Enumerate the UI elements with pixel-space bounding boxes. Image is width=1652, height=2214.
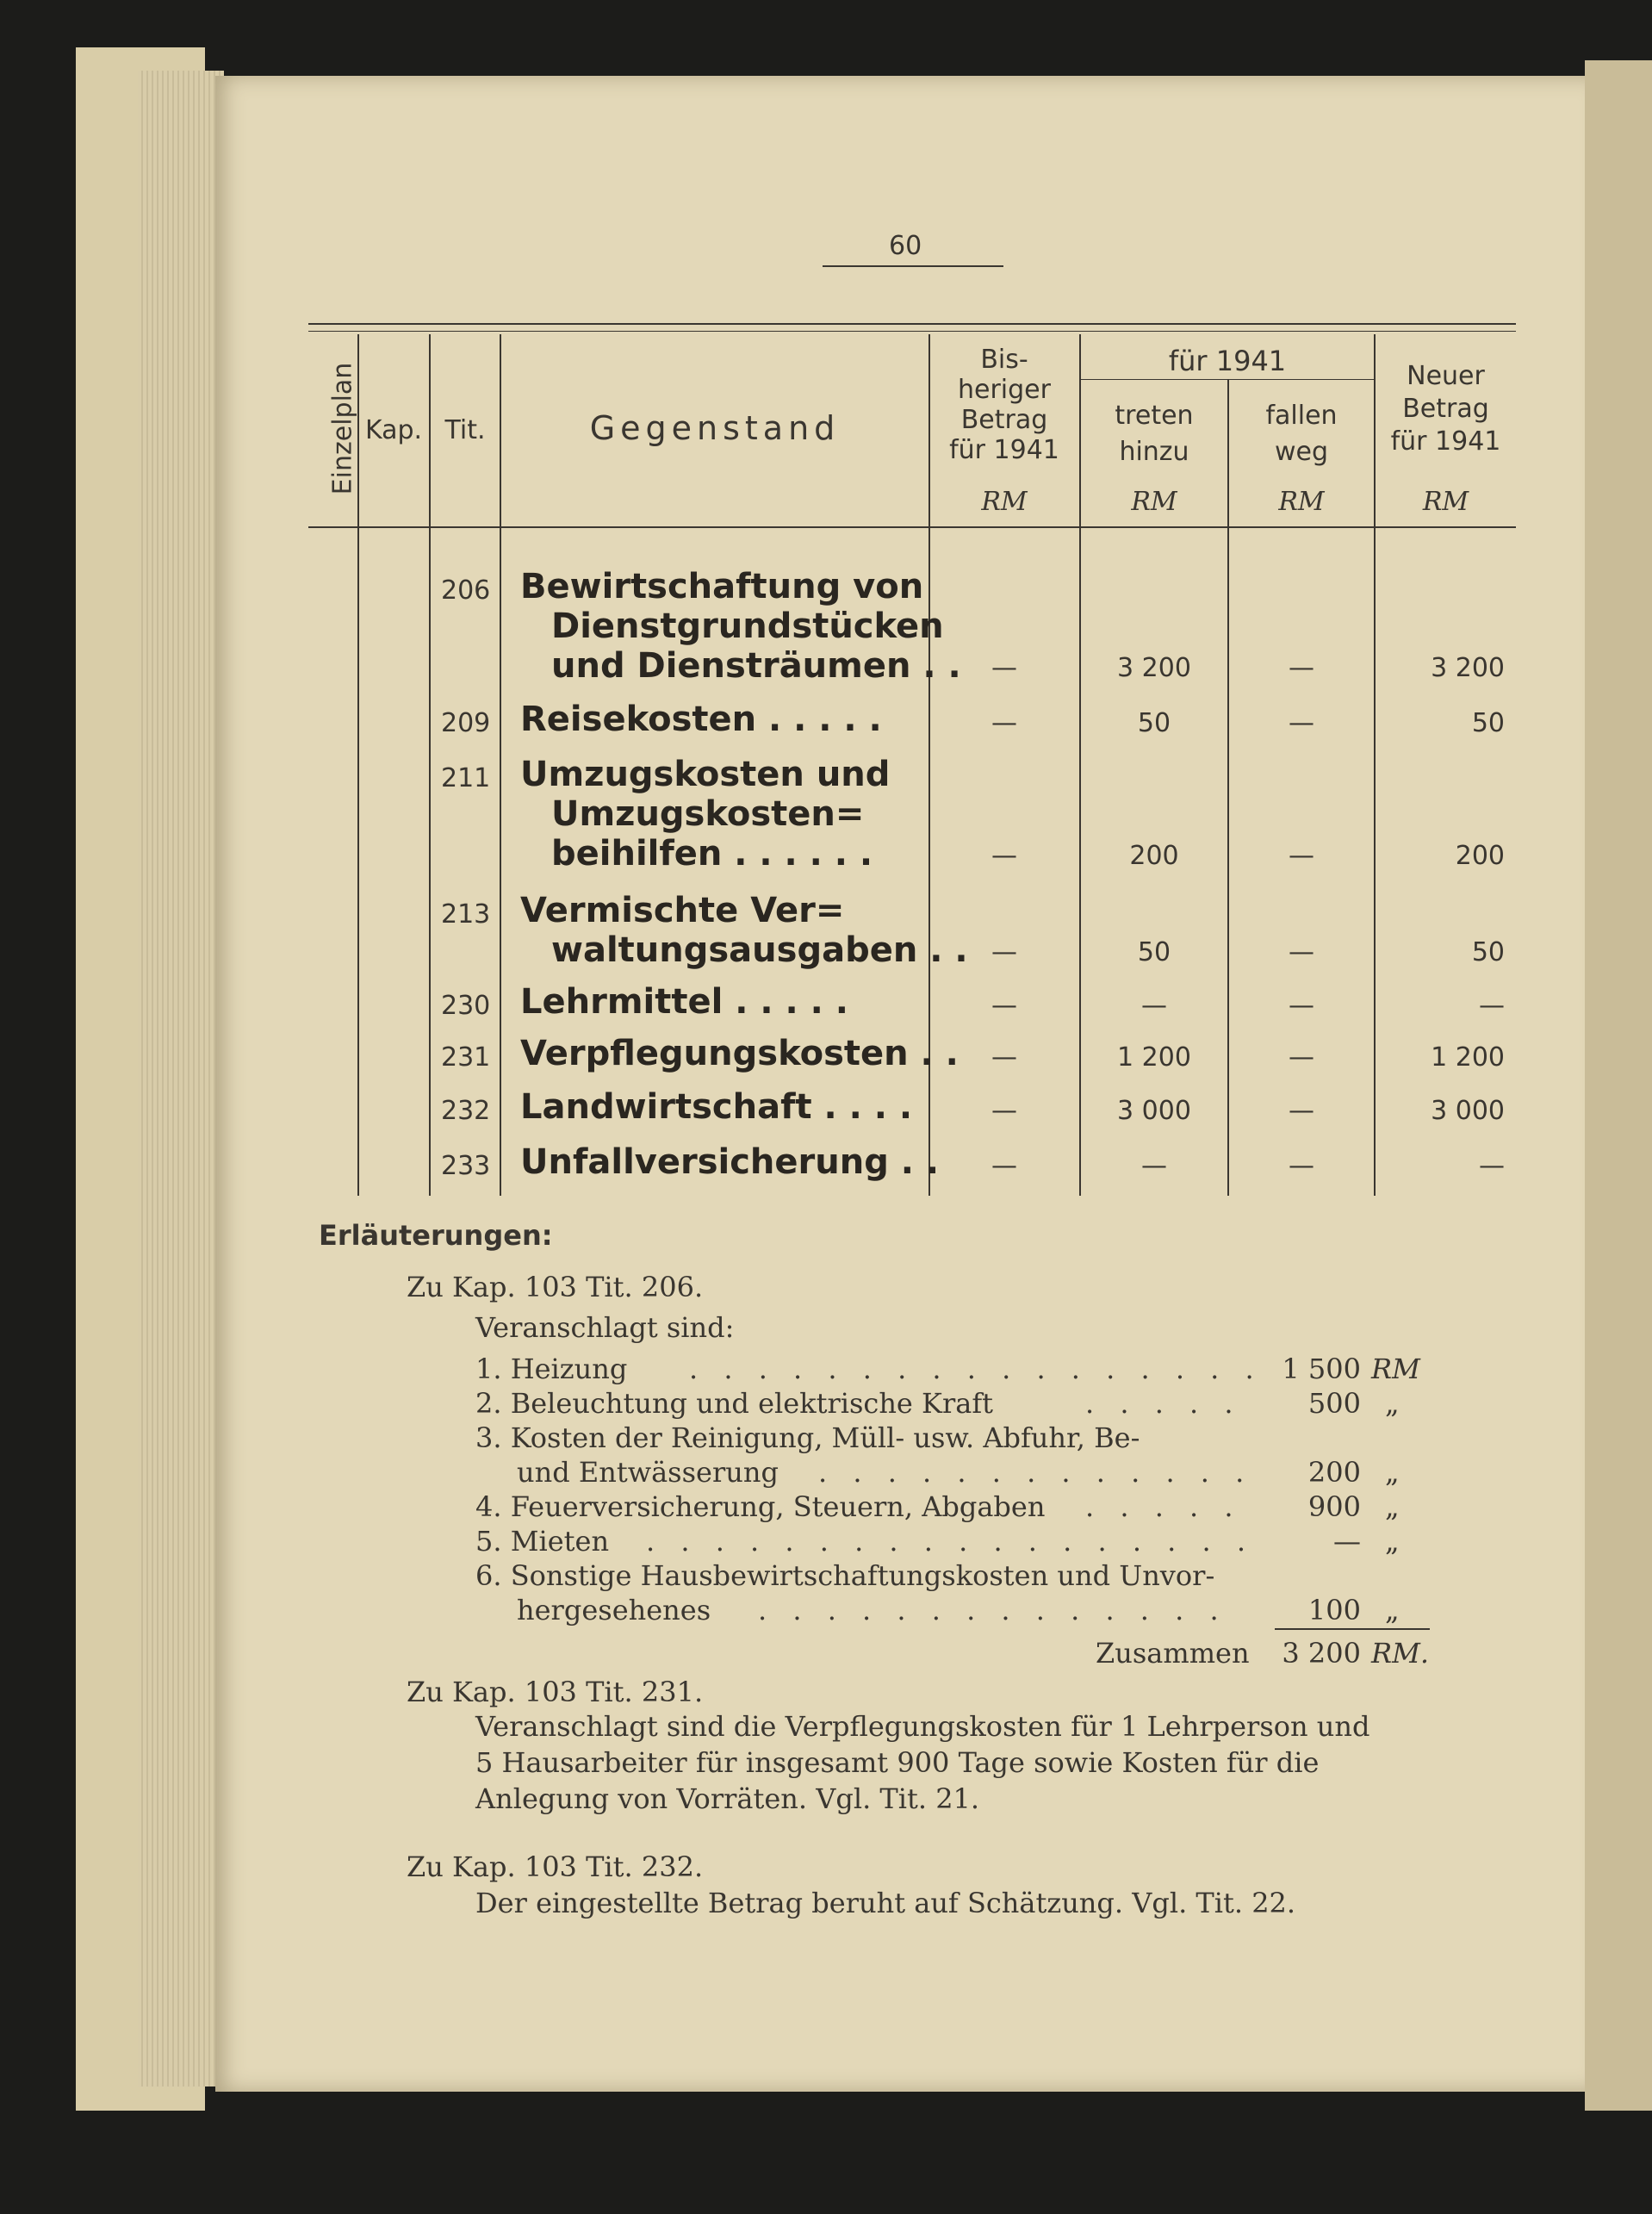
row-bisheriger: —	[991, 1151, 1017, 1181]
note1-item-amount: 1 500	[1282, 1353, 1361, 1385]
note1-item-label: und Entwässerung	[517, 1456, 779, 1489]
note1-title: Zu Kap. 103 Tit. 206.	[407, 1271, 704, 1303]
header-neuer-line: für 1941	[1390, 426, 1501, 457]
note1-item-amount: 900	[1307, 1490, 1361, 1523]
note1-item-amount: —	[1333, 1525, 1361, 1558]
note1-item-amount: 200	[1307, 1456, 1361, 1489]
note1-item-label: 2. Beleuchtung und elektrische Kraft	[475, 1387, 994, 1420]
table-top-rule	[308, 323, 1516, 325]
row-tit: 230	[441, 991, 491, 1021]
row-neuer: 200	[1455, 841, 1505, 871]
note1-item-label: 6. Sonstige Hausbewirtschaftungskosten und Unvor-	[475, 1559, 1215, 1592]
unit-neuer: RM	[1422, 487, 1469, 517]
page-edges	[138, 71, 224, 2087]
row-bisheriger: —	[991, 841, 1017, 871]
note1-item-label: 5. Mieten	[475, 1525, 610, 1558]
fuer1941-underline	[1081, 379, 1374, 380]
row-item-line: Umzugskosten=	[551, 794, 865, 834]
facing-page-edge	[1585, 60, 1652, 2111]
note1-total-unit: RM.	[1371, 1637, 1430, 1670]
note1-item-label: 1. Heizung	[475, 1353, 628, 1385]
note1-item-unit: „	[1385, 1490, 1400, 1523]
row-tit: 211	[441, 763, 491, 793]
row-bisheriger: —	[991, 991, 1017, 1021]
note3-title: Zu Kap. 103 Tit. 232.	[407, 1850, 704, 1883]
note2-line: Veranschlagt sind die Verpflegungskosten für 1 Lehrperson und	[475, 1710, 1370, 1743]
header-neuer-line: Betrag	[1402, 394, 1489, 424]
note1-item-unit: „	[1385, 1525, 1400, 1558]
row-neuer: —	[1479, 991, 1505, 1021]
row-treten: 50	[1137, 937, 1171, 967]
note1-item-amount: 500	[1307, 1387, 1361, 1420]
row-tit: 206	[441, 575, 491, 606]
row-tit: 232	[441, 1096, 491, 1126]
row-tit: 233	[441, 1151, 491, 1181]
row-bisheriger: —	[991, 708, 1017, 738]
page-number-rule	[823, 265, 1003, 267]
row-bisheriger: —	[991, 1096, 1017, 1126]
row-fallen: —	[1289, 1096, 1314, 1126]
header-bisheriger-line: für 1941	[949, 435, 1059, 465]
note1-item-label: 3. Kosten der Reinigung, Müll- usw. Abfuhr, Be-	[475, 1421, 1140, 1454]
header-treten-line: hinzu	[1119, 437, 1189, 467]
note1-item-dots: . . . . .	[1085, 1387, 1242, 1420]
row-treten: 50	[1137, 708, 1171, 738]
note2-title: Zu Kap. 103 Tit. 231.	[407, 1676, 704, 1708]
header-einzelplan: Einzelplan	[327, 362, 358, 495]
note1-item-unit: „	[1385, 1387, 1400, 1420]
row-item-line: Unfallversicherung . .	[520, 1142, 940, 1182]
row-fallen: —	[1289, 1042, 1314, 1073]
note1-item-dots: . . . . . . . . . . . . . . . . . .	[646, 1525, 1255, 1558]
row-fallen: —	[1289, 708, 1314, 738]
unit-fallen: RM	[1278, 487, 1325, 517]
note1-item-amount: 100	[1307, 1594, 1361, 1626]
row-neuer: —	[1479, 1151, 1505, 1181]
row-bisheriger: —	[991, 653, 1017, 683]
header-neuer-line: Neuer	[1407, 361, 1485, 391]
unit-treten: RM	[1131, 487, 1177, 517]
row-item-line: Vermischte Ver=	[520, 891, 845, 930]
note1-item-label: 4. Feuerversicherung, Steuern, Abgaben	[475, 1490, 1046, 1523]
row-item-line: beihilfen . . . . . .	[551, 834, 873, 874]
row-neuer: 3 000	[1431, 1096, 1505, 1126]
note1-intro: Veranschlagt sind:	[475, 1311, 735, 1344]
header-kap: Kap.	[364, 415, 423, 445]
row-item-line: Landwirtschaft . . . .	[520, 1087, 913, 1127]
row-fallen: —	[1289, 937, 1314, 967]
col-divider	[429, 334, 431, 1196]
row-neuer: 1 200	[1431, 1042, 1505, 1073]
table-header-rule	[308, 526, 1516, 528]
note1-item-dots: . . . . . . . . . . . . . .	[758, 1594, 1227, 1626]
header-treten-line: treten	[1115, 401, 1194, 431]
header-tit: Tit.	[444, 415, 486, 445]
note1-item-dots: . . . . . . . . . . . . . . . . .	[689, 1353, 1263, 1385]
header-bisheriger-line: Betrag	[960, 405, 1048, 435]
page-number: 60	[889, 231, 922, 261]
row-item-line: Dienstgrundstücken	[551, 606, 944, 646]
row-tit: 231	[441, 1042, 491, 1073]
row-fallen: —	[1289, 991, 1314, 1021]
note1-total-rule	[1275, 1628, 1430, 1630]
row-item-line: Verpflegungskosten . .	[520, 1034, 959, 1073]
col-divider	[500, 334, 501, 1196]
row-treten: —	[1141, 991, 1167, 1021]
row-treten: —	[1141, 1151, 1167, 1181]
header-fallen	[1229, 398, 1374, 470]
notes-heading: Erläuterungen:	[319, 1219, 553, 1252]
row-item-line: Lehrmittel . . . . .	[520, 982, 848, 1022]
header-fallen-line: weg	[1274, 437, 1329, 467]
header-fuer1941: für 1941	[1168, 345, 1287, 377]
header-bisheriger-line: heriger	[958, 375, 1051, 405]
header-bisheriger-line: Bis-	[980, 345, 1028, 375]
note1-item-unit: RM	[1371, 1353, 1420, 1385]
row-neuer: 50	[1471, 937, 1505, 967]
note1-item-dots: . . . . .	[1085, 1490, 1242, 1523]
row-neuer: 3 200	[1431, 653, 1505, 683]
note1-item-label: hergesehenes	[517, 1594, 711, 1626]
note1-item-unit: „	[1385, 1456, 1400, 1489]
row-tit: 209	[441, 708, 491, 738]
header-treten	[1081, 398, 1227, 470]
row-bisheriger: —	[991, 937, 1017, 967]
note2-line: 5 Hausarbeiter für insgesamt 900 Tage sowie Kosten für die	[475, 1746, 1320, 1779]
row-treten: 3 000	[1117, 1096, 1191, 1126]
row-tit: 213	[441, 899, 491, 930]
header-fallen-line: fallen	[1265, 401, 1338, 431]
row-fallen: —	[1289, 653, 1314, 683]
row-fallen: —	[1289, 1151, 1314, 1181]
row-item-line: und Diensträumen . .	[551, 646, 961, 686]
row-treten: 3 200	[1117, 653, 1191, 683]
row-item-line: Bewirtschaftung von	[520, 567, 924, 606]
note1-item-unit: „	[1385, 1594, 1400, 1626]
header-bisheriger	[930, 345, 1078, 465]
row-treten: 200	[1129, 841, 1179, 871]
header-gegenstand: Gegenstand	[589, 409, 841, 447]
row-item-line: Umzugskosten und	[520, 755, 891, 794]
header-neuer	[1376, 360, 1516, 458]
row-item-line: Reisekosten . . . . .	[520, 700, 882, 739]
table-top-rule-2	[308, 331, 1516, 332]
note2-line: Anlegung von Vorräten. Vgl. Tit. 21.	[475, 1782, 980, 1815]
note3-line: Der eingestellte Betrag beruht auf Schätzung. Vgl. Tit. 22.	[475, 1887, 1296, 1919]
row-item-line: waltungsausgaben . .	[551, 930, 968, 970]
unit-bisheriger: RM	[981, 487, 1028, 517]
row-bisheriger: —	[991, 1042, 1017, 1073]
note1-total-label: Zusammen	[1096, 1637, 1250, 1670]
row-fallen: —	[1289, 841, 1314, 871]
row-treten: 1 200	[1117, 1042, 1191, 1073]
note1-total-amount: 3 200	[1282, 1637, 1361, 1670]
row-neuer: 50	[1471, 708, 1505, 738]
note1-item-dots: . . . . . . . . . . . . .	[818, 1456, 1253, 1489]
